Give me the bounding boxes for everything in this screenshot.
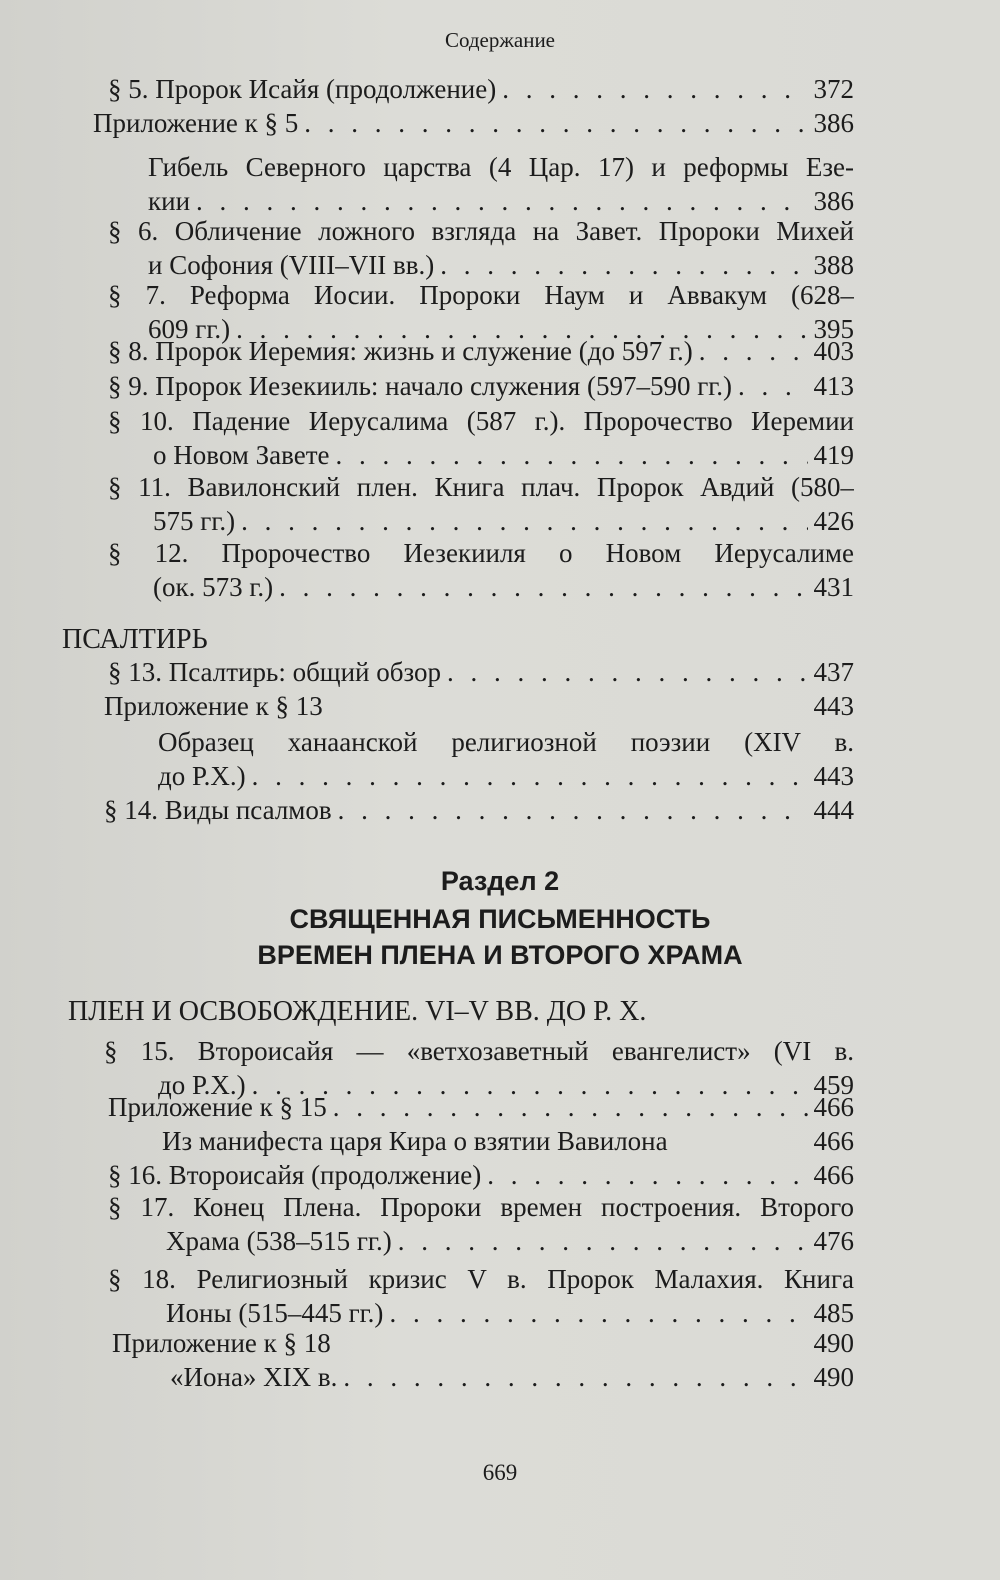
toc-page-number: 395 xyxy=(813,314,854,344)
toc-leader xyxy=(502,72,807,106)
toc-entry-title-cont: кии xyxy=(148,186,191,216)
toc-page-number: 426 xyxy=(813,506,854,536)
toc-entry-title: § 18. Религиозный кризис V в. Пророк Малахия. Книга xyxy=(108,1264,854,1294)
toc-leader xyxy=(440,248,807,282)
section-label: Раздел 2 xyxy=(440,866,560,896)
toc-entry-title: § 9. Пророк Иезекииль: начало служения (597–590 гг.) xyxy=(108,371,733,401)
toc-entry-title: § 15. Второисайя — «ветхозаветный евангелист» (VI в. xyxy=(104,1036,854,1066)
toc-leader xyxy=(389,1296,807,1330)
toc-leader xyxy=(252,759,808,793)
toc-entry-title-cont: и Софония (VIII–VII вв.) xyxy=(148,250,435,280)
toc-entry xyxy=(108,1262,854,1330)
toc-entry xyxy=(108,369,854,403)
toc-entry-title-cont: о Новом Завете xyxy=(153,440,330,470)
toc-entry-title: Приложение к § 13 xyxy=(104,691,323,721)
toc-leader xyxy=(196,184,807,218)
toc-leader xyxy=(336,438,808,472)
toc-entry-title: § 11. Вавилонский плен. Книга плач. Пророк Авдий (580– xyxy=(108,472,854,502)
toc-entry xyxy=(158,725,854,793)
toc-leader xyxy=(338,793,808,827)
toc-entry-title: «Иона» XIX в. xyxy=(170,1362,338,1392)
toc-entry-title: § 12. Пророчество Иезекииля о Новом Иерусалиме xyxy=(108,538,854,568)
toc-page-number: 403 xyxy=(813,336,854,366)
toc-page-number: 466 xyxy=(813,1092,854,1122)
toc-entry xyxy=(108,72,854,106)
toc-leader xyxy=(343,1360,807,1394)
toc-entry xyxy=(108,1158,854,1192)
toc-entry-title: Из манифеста царя Кира о взятии Вавилона xyxy=(162,1126,668,1156)
section-title-line-1: СВЯЩЕННАЯ ПИСЬМЕННОСТЬ xyxy=(289,904,711,934)
toc-entry-title-cont: до Р.Х.) xyxy=(158,1070,246,1100)
toc-entry-title-cont: Ионы (515–445 гг.) xyxy=(166,1298,384,1328)
toc-entry xyxy=(108,334,854,368)
toc-entry-title: Образец ханаанской религиозной поэзии (XIV в. xyxy=(158,727,854,757)
toc-entry xyxy=(108,1090,854,1124)
toc-page-number: 466 xyxy=(813,1126,854,1156)
captivity-heading: ПЛЕН И ОСВОБОЖДЕНИЕ. VI–V ВВ. ДО Р. Х. xyxy=(68,996,647,1027)
toc-entry-title: § 16. Второисайя (продолжение) xyxy=(108,1160,482,1190)
toc-leader xyxy=(487,1158,807,1192)
toc-entry-title: § 17. Конец Плена. Пророки времен построения. Второго xyxy=(108,1192,854,1222)
psalter-heading: ПСАЛТИРЬ xyxy=(62,624,208,655)
toc-page-number: 459 xyxy=(813,1070,854,1100)
toc-entry xyxy=(104,689,854,723)
toc-leader xyxy=(241,504,807,538)
toc-page-number: 431 xyxy=(813,572,854,602)
toc-entry xyxy=(170,1360,854,1394)
toc-entry xyxy=(93,106,854,140)
toc-entry-title-cont: 575 гг.) xyxy=(153,506,236,536)
toc-entry xyxy=(112,1326,854,1360)
toc-leader xyxy=(738,369,807,403)
toc-leader xyxy=(279,570,807,604)
toc-entry xyxy=(148,150,854,218)
toc-entry xyxy=(108,655,854,689)
toc-entry-title: § 7. Реформа Иосии. Пророки Наум и Аввакум (628– xyxy=(108,280,854,310)
toc-page-number: 444 xyxy=(813,795,854,825)
toc-entry-title: § 14. Виды псалмов xyxy=(104,795,332,825)
toc-page-number: 443 xyxy=(813,761,854,791)
toc-entry-title: Гибель Северного царства (4 Цар. 17) и реформы Езе- xyxy=(148,152,854,182)
toc-page-number: 386 xyxy=(813,108,854,138)
toc-page-number: 466 xyxy=(813,1160,854,1190)
toc-leader xyxy=(447,655,808,689)
toc-page-number: 388 xyxy=(813,250,854,280)
toc-page-number: 413 xyxy=(813,371,854,401)
toc-entry xyxy=(108,470,854,538)
toc-leader xyxy=(699,334,808,368)
toc-entry-title-cont: (ок. 573 г.) xyxy=(153,572,274,602)
toc-page-number: 437 xyxy=(813,657,854,687)
toc-page-number: 485 xyxy=(813,1298,854,1328)
toc-entry-title: § 13. Псалтирь: общий обзор xyxy=(108,657,441,687)
section-title-line-2: ВРЕМЕН ПЛЕНА И ВТОРОГО ХРАМА xyxy=(257,940,743,970)
toc-entry-title: Приложение к § 5 xyxy=(93,108,299,138)
running-header: Содержание xyxy=(444,28,556,52)
toc-entry xyxy=(108,1190,854,1258)
toc-page-number: 372 xyxy=(813,74,854,104)
toc-entry xyxy=(108,536,854,604)
toc-leader xyxy=(398,1224,808,1258)
toc-entry-title: § 5. Пророк Исайя (продолжение) xyxy=(108,74,497,104)
toc-page-number: 490 xyxy=(813,1328,854,1358)
toc-entry-title-cont: 609 гг.) xyxy=(148,314,231,344)
page-number: 669 xyxy=(482,1460,518,1485)
toc-entry-title: § 6. Обличение ложного взгляда на Завет. Пророки Михей xyxy=(108,216,854,246)
toc-page-number: 443 xyxy=(813,691,854,721)
toc-entry-title: § 8. Пророк Иеремия: жизнь и служение (до 597 г.) xyxy=(108,336,693,366)
toc-entry xyxy=(108,214,854,282)
toc-entry xyxy=(108,404,854,472)
toc-entry-title-cont: до Р.Х.) xyxy=(158,761,246,791)
toc-entry-title: Приложение к § 15 xyxy=(108,1092,327,1122)
toc-entry xyxy=(104,793,854,827)
toc-entry-title: § 10. Падение Иерусалима (587 г.). Пророчество Иеремии xyxy=(108,406,854,436)
toc-leader xyxy=(333,1090,808,1124)
toc-entry-title: Приложение к § 18 xyxy=(112,1328,331,1358)
toc-page-number: 386 xyxy=(813,186,854,216)
toc-page-number: 419 xyxy=(813,440,854,470)
toc-page-number: 476 xyxy=(813,1226,854,1256)
toc-entry xyxy=(162,1124,854,1158)
toc-entry-title-cont: Храма (538–515 гг.) xyxy=(166,1226,392,1256)
toc-page-number: 490 xyxy=(813,1362,854,1392)
toc-leader xyxy=(304,106,807,140)
